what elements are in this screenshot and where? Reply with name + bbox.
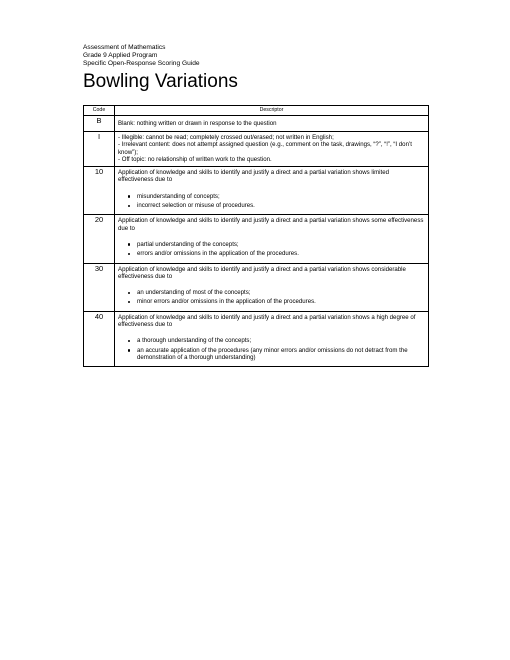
list-item xyxy=(118,289,424,296)
bullet-icon xyxy=(128,195,130,197)
bullet-text: an accurate application of the procedures (any minor errors and/or omissions do not detract from the demonstration of a thorough understanding) xyxy=(137,346,408,361)
descriptor-bullet-list xyxy=(118,337,424,361)
descriptor-intro: Application of knowledge and skills to identify and justify a direct and a partial variation shows limited effectiveness due to xyxy=(118,169,389,184)
list-item xyxy=(118,337,424,344)
header-assessment: Assessment of Mathematics xyxy=(83,44,166,51)
bullet-text: partial understanding of the concepts; xyxy=(137,240,239,248)
descriptor-bullet-list xyxy=(118,289,424,306)
row-code: 20 xyxy=(84,215,115,263)
bullet-text: errors and/or omissions in the application of the procedures. xyxy=(137,250,299,258)
descriptor-bullet-list xyxy=(118,193,424,210)
list-item xyxy=(118,193,424,200)
list-item xyxy=(118,241,424,248)
bullet-icon xyxy=(128,349,130,351)
bullet-text: minor errors and/or omissions in the application of the procedures. xyxy=(137,298,316,306)
header-grade: Grade 9 Applied Program xyxy=(83,52,158,60)
bullet-icon xyxy=(128,301,130,303)
column-header-code: Code xyxy=(84,106,115,116)
descriptor-line: - Off topic: no relationship of written work to the question. xyxy=(118,155,272,163)
row-descriptor: Blank: nothing written or drawn in response to the question xyxy=(115,116,429,132)
document-header xyxy=(83,44,428,92)
row-code: 40 xyxy=(84,311,115,366)
bullet-icon xyxy=(128,243,130,245)
descriptor-line: - Illegible: cannot be read; completely crossed out/erased; not written in English; xyxy=(118,134,334,141)
header-guide-type: Specific Open-Response Scoring Guide xyxy=(83,60,200,68)
descriptor-intro: Application of knowledge and skills to identify and justify a direct and a partial variation shows some effectiveness due to xyxy=(118,217,424,232)
table-row xyxy=(84,311,429,366)
table-header-row xyxy=(84,106,429,116)
bullet-text: misunderstanding of concepts; xyxy=(137,192,220,200)
row-descriptor xyxy=(115,132,429,167)
table-row xyxy=(84,116,429,132)
scoring-rubric-table xyxy=(83,105,429,367)
descriptor-intro: Application of knowledge and skills to identify and justify a direct and a partial variation shows considerable effectiveness due to xyxy=(118,265,406,280)
table-row xyxy=(84,215,429,263)
row-descriptor xyxy=(115,263,429,311)
row-code: 10 xyxy=(84,167,115,215)
row-descriptor xyxy=(115,215,429,263)
bullet-text: incorrect selection or misuse of procedures. xyxy=(137,202,255,210)
bullet-icon xyxy=(128,340,130,342)
table-row xyxy=(84,167,429,215)
list-item xyxy=(118,298,424,305)
row-descriptor xyxy=(115,167,429,215)
list-item xyxy=(118,202,424,209)
bullet-text: an understanding of most of the concepts; xyxy=(137,289,251,297)
bullet-text: a thorough understanding of the concepts; xyxy=(137,337,252,345)
descriptor-intro: Application of knowledge and skills to identify and justify a direct and a partial variation shows a high degree of effectiveness due to xyxy=(118,313,416,329)
descriptor-bullet-list xyxy=(118,241,424,258)
bullet-icon xyxy=(128,205,130,207)
row-code: I xyxy=(84,132,115,167)
row-code: 30 xyxy=(84,263,115,311)
row-descriptor xyxy=(115,311,429,366)
column-header-descriptor: Descriptor xyxy=(115,106,429,116)
list-item xyxy=(118,347,424,362)
bullet-icon xyxy=(128,292,130,294)
bullet-icon xyxy=(128,253,130,255)
descriptor-line: - Irrelevant content: does not attempt assigned question (e.g., comment on the task, drawings, “?”, “!”, “I don’t know”); xyxy=(118,141,412,156)
table-row xyxy=(84,263,429,311)
page-title: Bowling Variations xyxy=(83,70,238,92)
row-code: B xyxy=(84,116,115,132)
list-item xyxy=(118,250,424,257)
table-row xyxy=(84,132,429,167)
